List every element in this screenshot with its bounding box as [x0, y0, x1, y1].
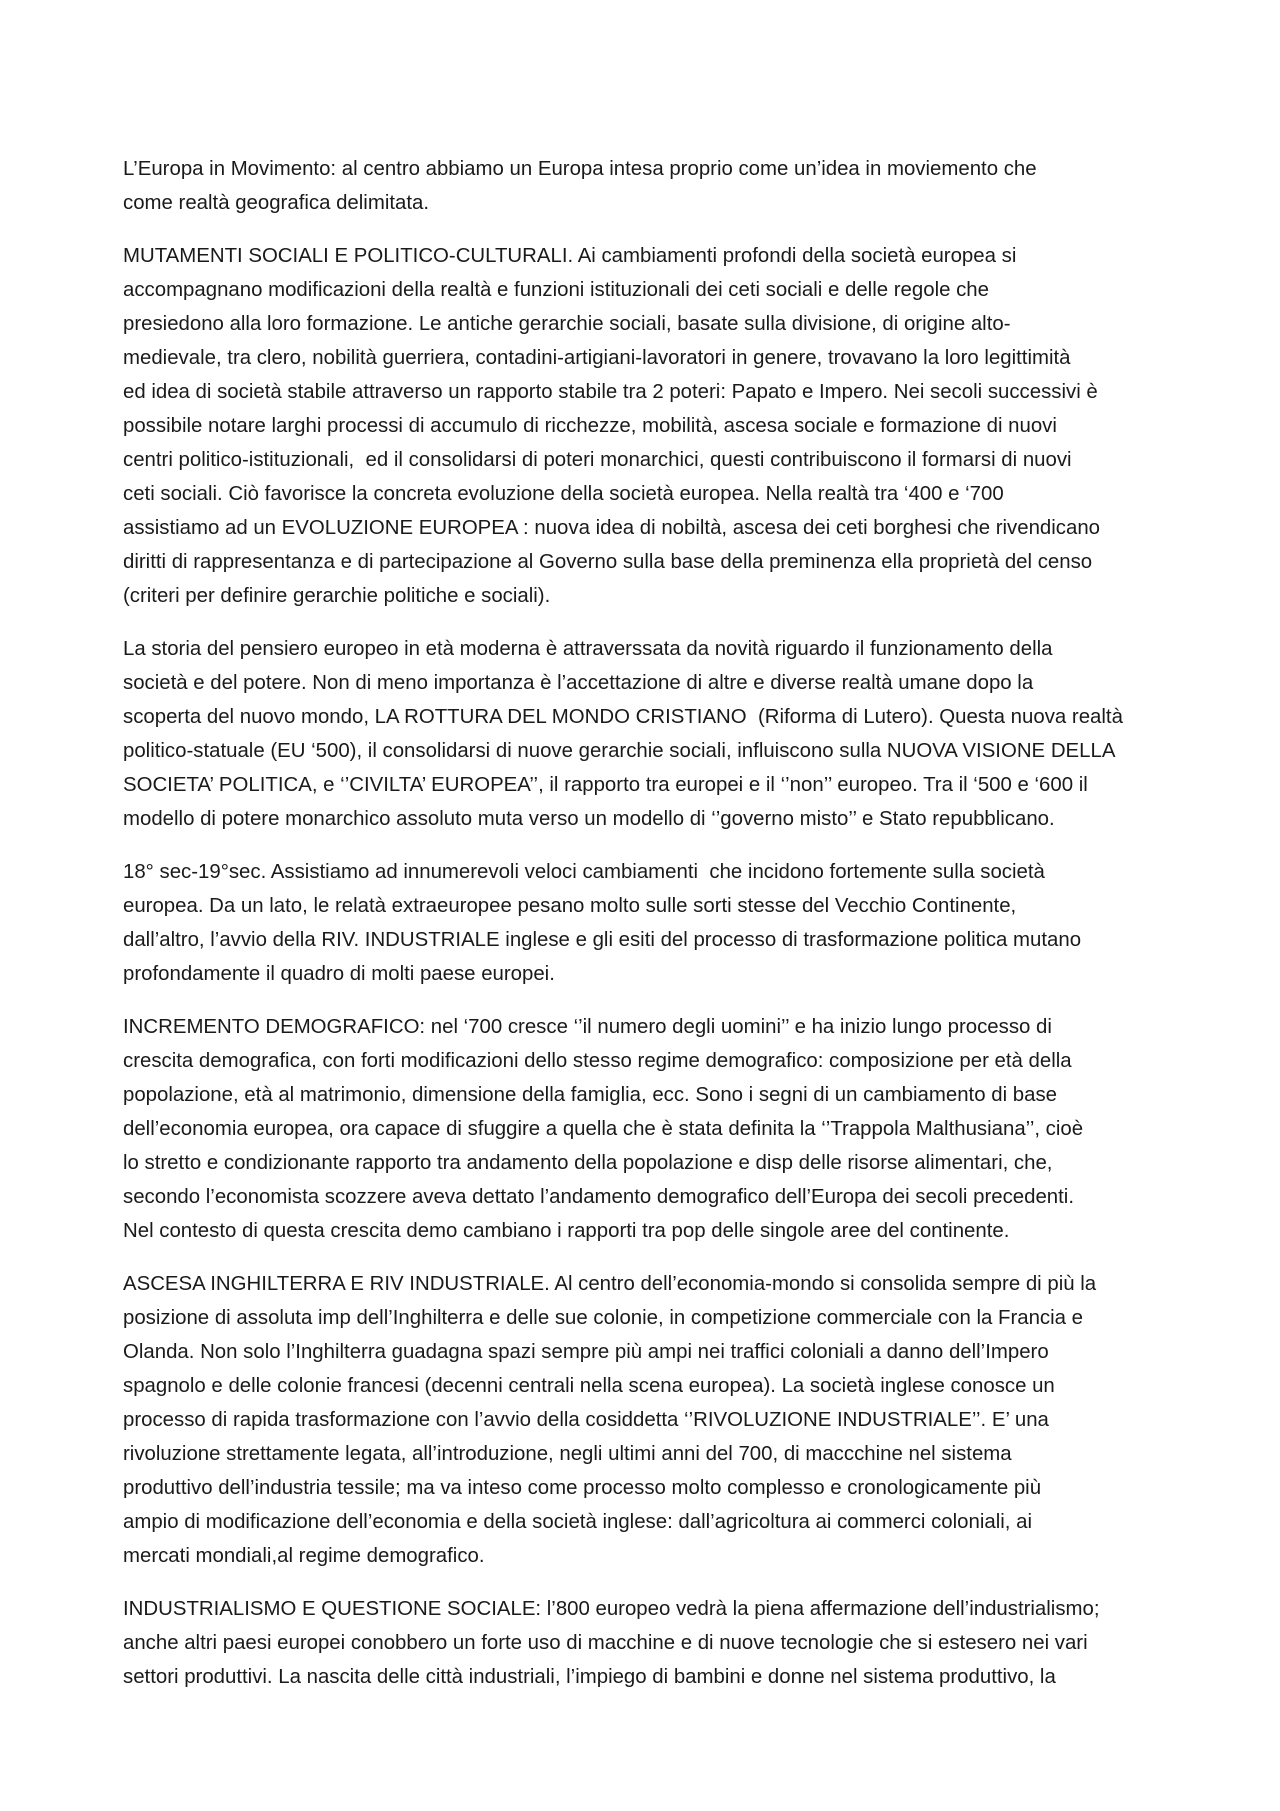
- text-line: ed idea di società stabile attraverso un rapporto stabile tra 2 poteri: Papato e Impero. Nei secoli successivi è: [123, 381, 1098, 403]
- text-line: secondo l’economista scozzere aveva dettato l’andamento demografico dell’Europa dei secoli precedenti.: [123, 1186, 1074, 1208]
- text-line: (criteri per definire gerarchie politiche e sociali).: [123, 585, 551, 607]
- text-line: possibile notare larghi processi di accumulo di ricchezze, mobilità, ascesa sociale e formazione di nuovi: [123, 415, 1057, 437]
- text-line: INDUSTRIALISMO E QUESTIONE SOCIALE: l’800 europeo vedrà la piena affermazione dell’industrialismo;: [123, 1598, 1100, 1620]
- text-line: SOCIETA’ POLITICA, e ‘’CIVILTA’ EUROPEA’’, il rapporto tra europei e il ‘’non’’ europeo. Tra il ‘500 e ‘600 il: [123, 774, 1088, 796]
- text-line: società e del potere. Non di meno importanza è l’accettazione di altre e diverse realtà umane dopo la: [123, 672, 1034, 694]
- text-line: ceti sociali. Ciò favorisce la concreta evoluzione della società europea. Nella realtà tra ‘400 e ‘700: [123, 483, 1004, 505]
- text-line: posizione di assoluta imp dell’Inghilterra e delle sue colonie, in competizione commerciale con la Francia e: [123, 1307, 1083, 1329]
- text-line: centri politico-istituzionali, ed il consolidarsi di poteri monarchici, questi contribuiscono il formarsi di nuovi: [123, 449, 1072, 471]
- text-line: 18° sec-19°sec. Assistiamo ad innumerevoli veloci cambiamenti che incidono fortemente sulla società: [123, 861, 1045, 883]
- text-line: scoperta del nuovo mondo, LA ROTTURA DEL MONDO CRISTIANO (Riforma di Lutero). Questa nuova realtà: [123, 706, 1123, 728]
- text-line: crescita demografica, con forti modificazioni dello stesso regime demografico: composizione per età della: [123, 1050, 1072, 1072]
- text-line: presiedono alla loro formazione. Le antiche gerarchie sociali, basate sulla divisione, di origine alto-: [123, 313, 1011, 335]
- text-line: assistiamo ad un EVOLUZIONE EUROPEA : nuova idea di nobiltà, ascesa dei ceti borghesi che rivendicano: [123, 517, 1100, 539]
- text-line: rivoluzione strettamente legata, all’introduzione, negli ultimi anni del 700, di maccchine nel sistema: [123, 1443, 1012, 1465]
- text-line: dall’altro, l’avvio della RIV. INDUSTRIALE inglese e gli esiti del processo di trasformazione politica mutano: [123, 929, 1082, 951]
- text-line: anche altri paesi europei conobbero un forte uso di macchine e di nuove tecnologie che si estesero nei vari: [123, 1632, 1088, 1654]
- text-line: dell’economia europea, ora capace di sfuggire a quella che è stata definita la ‘’Trappola Malthusiana’’, cioè: [123, 1118, 1084, 1140]
- text-line: ASCESA INGHILTERRA E RIV INDUSTRIALE. Al centro dell’economia-mondo si consolida sempre di più la: [123, 1273, 1097, 1295]
- text-line: profondamente il quadro di molti paese europei.: [123, 963, 555, 985]
- text-line: modello di potere monarchico assoluto muta verso un modello di ‘’governo misto’’ e Stato repubblicano.: [123, 808, 1055, 830]
- paragraph-pensiero-europeo: [123, 632, 1183, 836]
- text-line: politico-statuale (EU ‘500), il consolidarsi di nuove gerarchie sociali, influiscono sulla NUOVA VISIONE DELLA: [123, 740, 1116, 762]
- text-line: spagnolo e delle colonie francesi (decenni centrali nella scena europea). La società inglese conosce un: [123, 1375, 1055, 1397]
- paragraph-incremento-demografico: [123, 1010, 1183, 1248]
- paragraph-ascesa-inghilterra: [123, 1267, 1183, 1573]
- text-line: popolazione, età al matrimonio, dimensione della famiglia, ecc. Sono i segni di un cambiamento di base: [123, 1084, 1057, 1106]
- text-line: accompagnano modificazioni della realtà e funzioni istituzionali dei ceti sociali e delle regole che: [123, 279, 989, 301]
- text-line: ampio di modificazione dell’economia e della società inglese: dall’agricoltura ai commerci coloniali, ai: [123, 1511, 1032, 1533]
- text-line: Olanda. Non solo l’Inghilterra guadagna spazi sempre più ampi nei traffici coloniali a danno dell’Impero: [123, 1341, 1049, 1363]
- paragraph-18-19-secolo: [123, 855, 1183, 991]
- text-line: medievale, tra clero, nobilità guerriera, contadini-artigiani-lavoratori in genere, trovavano la loro legittimità: [123, 347, 1071, 369]
- paragraph-industrialismo: [123, 1592, 1183, 1694]
- text-line: mercati mondiali,al regime demografico.: [123, 1545, 485, 1567]
- document-page: [123, 152, 1183, 1713]
- text-line: settori produttivi. La nascita delle città industriali, l’impiego di bambini e donne nel sistema produttivo, la: [123, 1666, 1056, 1688]
- text-line: come realtà geografica delimitata.: [123, 192, 430, 214]
- paragraph-mutamenti-sociali: [123, 239, 1183, 613]
- text-line: lo stretto e condizionante rapporto tra andamento della popolazione e disp delle risorse alimentari, che,: [123, 1152, 1053, 1174]
- text-line: Nel contesto di questa crescita demo cambiano i rapporti tra pop delle singole aree del continente.: [123, 1220, 1010, 1242]
- text-line: INCREMENTO DEMOGRAFICO: nel ‘700 cresce ‘’il numero degli uomini’’ e ha inizio lungo processo di: [123, 1016, 1052, 1038]
- text-line: MUTAMENTI SOCIALI E POLITICO-CULTURALI. Ai cambiamenti profondi della società europea si: [123, 245, 1017, 267]
- paragraph-intro: [123, 152, 1183, 220]
- text-line: processo di rapida trasformazione con l’avvio della cosiddetta ‘’RIVOLUZIONE INDUSTRIALE’’. E’ una: [123, 1409, 1049, 1431]
- text-line: produttivo dell’industria tessile; ma va inteso come processo molto complesso e cronologicamente più: [123, 1477, 1042, 1499]
- text-line: La storia del pensiero europeo in età moderna è attraverssata da novità riguardo il funzionamento della: [123, 638, 1053, 660]
- text-line: europea. Da un lato, le relatà extraeuropee pesano molto sulle sorti stesse del Vecchio Continente,: [123, 895, 1017, 917]
- text-line: L’Europa in Movimento: al centro abbiamo un Europa intesa proprio come un’idea in moviemento che: [123, 158, 1037, 180]
- text-line: diritti di rappresentanza e di partecipazione al Governo sulla base della preminenza ella proprietà del censo: [123, 551, 1093, 573]
